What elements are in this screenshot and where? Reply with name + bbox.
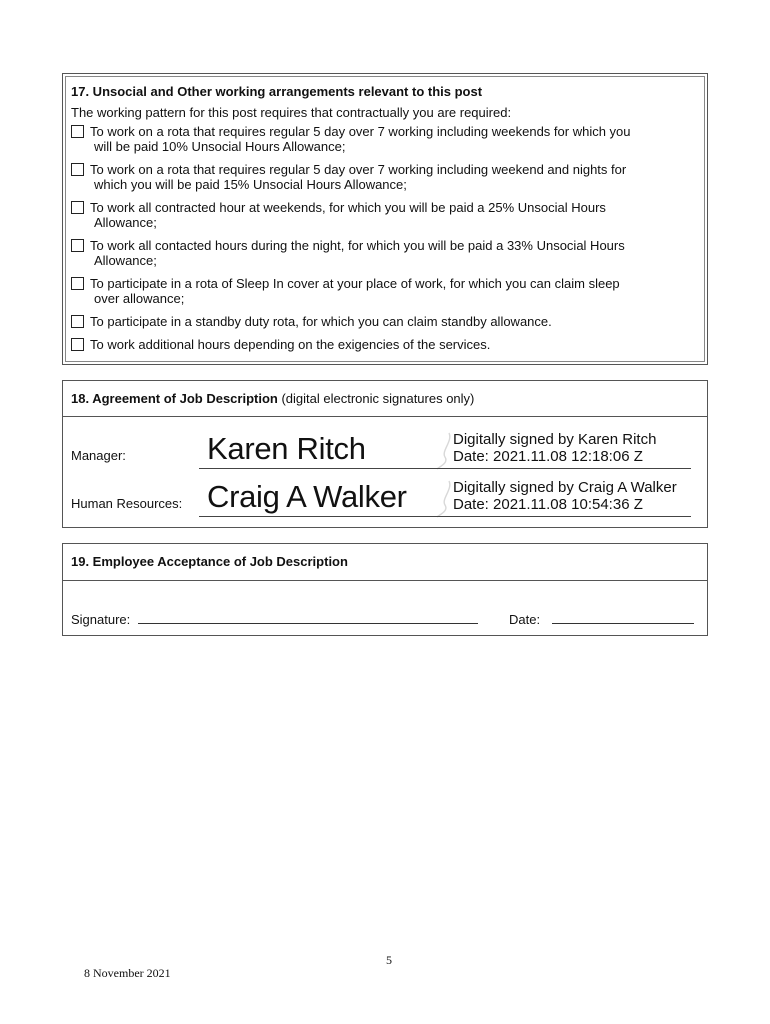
option-text-cont: will be paid 10% Unsocial Hours Allowance; (94, 139, 346, 154)
option-additional-hours (71, 337, 699, 352)
option-text: To work all contracted hour at weekends, for which you will be paid a 25% Unsocial Hours (90, 200, 606, 215)
section-18-subtitle: (digital electronic signatures only) (277, 391, 475, 406)
option-checkbox[interactable] (71, 239, 84, 252)
option-checkbox[interactable] (71, 201, 84, 214)
option-text: To work on a rota that requires regular 5 day over 7 working including weekend and nights for (90, 162, 627, 177)
manager-signature-line (199, 468, 691, 469)
section-18-title: 18. Agreement of Job Description (71, 391, 278, 406)
manager-signed-by: Digitally signed by Karen Ritch (453, 431, 657, 448)
option-text-cont: Allowance; (94, 253, 157, 268)
option-checkbox[interactable] (71, 315, 84, 328)
manager-signed-date: Date: 2021.11.08 12:18:06 Z (453, 448, 643, 465)
date-blank-line[interactable] (552, 612, 694, 624)
option-text: To work on a rota that requires regular 5 day over 7 working including weekends for which you (90, 124, 631, 139)
signature-mark-icon (435, 431, 455, 471)
option-all-weekends (71, 200, 699, 230)
section-17-box (62, 73, 708, 365)
page-number: 5 (386, 953, 392, 967)
signature-mark-icon (435, 479, 455, 519)
option-all-nights (71, 238, 699, 268)
option-sleep-in (71, 276, 699, 306)
option-text-cont: over allowance; (94, 291, 185, 306)
hr-signed-date: Date: 2021.11.08 10:54:36 Z (453, 496, 643, 513)
option-checkbox[interactable] (71, 163, 84, 176)
hr-signature[interactable]: Craig A Walker (207, 479, 407, 514)
hr-label: Human Resources: (71, 496, 183, 511)
option-text-cont: which you will be paid 15% Unsocial Hours Allowance; (94, 177, 407, 192)
date-label: Date: (509, 612, 541, 627)
option-standby (71, 314, 699, 329)
section-18-box (62, 380, 708, 528)
option-text-cont: Allowance; (94, 215, 157, 230)
section-19-box (62, 543, 708, 636)
hr-signature-details (453, 479, 677, 513)
signature-label: Signature: (71, 612, 131, 627)
hr-signed-by: Digitally signed by Craig A Walker (453, 479, 677, 496)
hr-signature-line (199, 516, 691, 517)
section-17-intro: The working pattern for this post requires that contractually you are required: (71, 105, 512, 120)
option-checkbox[interactable] (71, 277, 84, 290)
employee-signature-field[interactable] (71, 612, 478, 627)
option-text: To participate in a standby duty rota, for which you can claim standby allowance. (90, 314, 552, 329)
option-text: To work additional hours depending on the exigencies of the services. (90, 337, 491, 352)
section-18-header (63, 381, 707, 417)
employee-date-field[interactable] (509, 612, 694, 627)
option-rota-nights (71, 162, 699, 192)
option-text: To participate in a rota of Sleep In cover at your place of work, for which you can claim sleep (90, 276, 620, 291)
signature-blank-line[interactable] (138, 612, 478, 624)
option-text: To work all contacted hours during the night, for which you will be paid a 33% Unsocial Hours (90, 238, 625, 253)
manager-signature-details (453, 431, 656, 465)
section-17-title: 17. Unsocial and Other working arrangements relevant to this post (71, 84, 483, 99)
section-19-title: 19. Employee Acceptance of Job Description (63, 544, 707, 581)
option-rota-weekends (71, 124, 699, 154)
manager-signature-row (69, 425, 691, 471)
manager-signature[interactable]: Karen Ritch (207, 431, 366, 466)
option-checkbox[interactable] (71, 338, 84, 351)
option-checkbox[interactable] (71, 125, 84, 138)
footer-date: 8 November 2021 (84, 966, 171, 980)
manager-label: Manager: (71, 448, 126, 463)
hr-signature-row (69, 473, 691, 519)
